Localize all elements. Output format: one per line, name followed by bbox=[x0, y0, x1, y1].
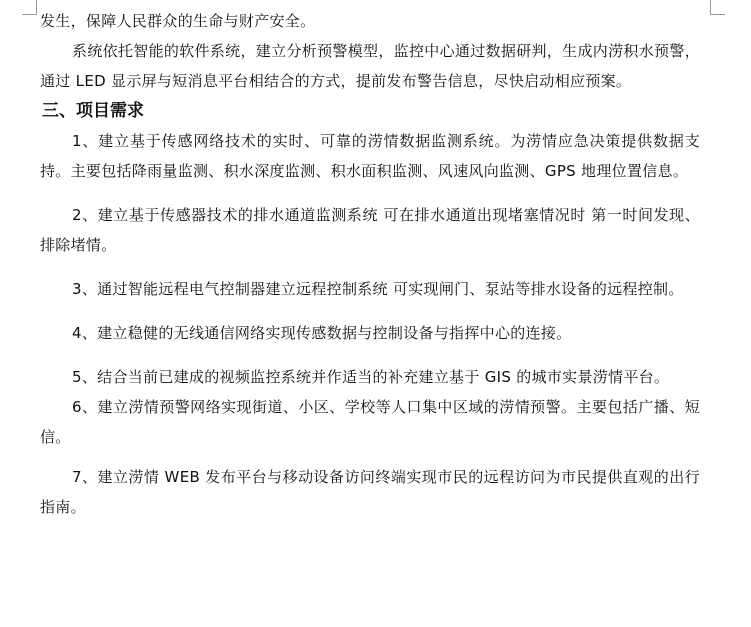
document-page bbox=[40, 6, 700, 522]
requirement-item-1: 1、建立基于传感网络技术的实时、可靠的涝情数据监测系统。为涝情应急决策提供数据支持。主要包括降雨量监测、积水深度监测、积水面积监测、风速风向监测、GPS 地理位置信息。 bbox=[40, 132, 700, 180]
requirement-item-4: 4、建立稳健的无线通信网络实现传感数据与控制设备与指挥中心的连接。 bbox=[72, 324, 572, 342]
requirement-item-6: 6、建立涝情预警网络实现街道、小区、学校等人口集中区域的涝情预警。主要包括广播、短信。 bbox=[40, 398, 700, 446]
requirement-item-3: 3、通过智能远程电气控制器建立远程控制系统 可实现闸门、泵站等排水设备的远程控制。 bbox=[72, 280, 684, 298]
paragraph-continuation: 发生，保障人民群众的生命与财产安全。 bbox=[40, 12, 316, 30]
requirement-item-2: 2、建立基于传感器技术的排水通道监测系统 可在排水通道出现堵塞情况时 第一时间发现、排除堵情。 bbox=[40, 206, 700, 254]
page-corner-mark-right bbox=[710, 0, 725, 15]
page-corner-mark-left bbox=[22, 0, 37, 15]
paragraph-system-description: 系统依托智能的软件系统，建立分析预警模型，监控中心通过数据研判，生成内涝积水预警，通过 LED 显示屏与短消息平台相结合的方式，提前发布警告信息，尽快启动相应预案。 bbox=[40, 42, 700, 90]
requirement-item-7: 7、建立涝情 WEB 发布平台与移动设备访问终端实现市民的远程访问为市民提供直观的出行指南。 bbox=[40, 468, 700, 516]
section-heading: 三、项目需求 bbox=[42, 101, 144, 121]
requirement-item-5: 5、结合当前已建成的视频监控系统并作适当的补充建立基于 GIS 的城市实景涝情平台。 bbox=[72, 368, 670, 386]
